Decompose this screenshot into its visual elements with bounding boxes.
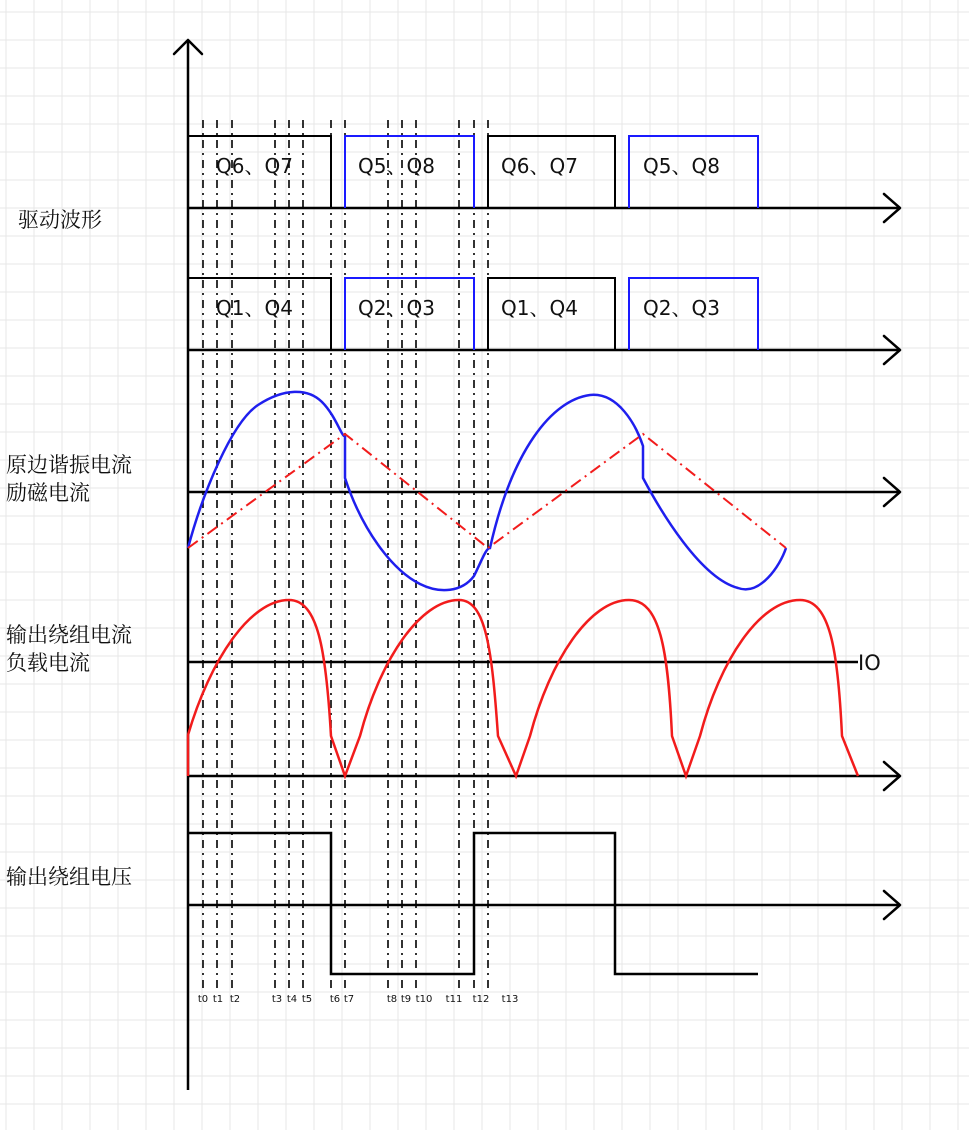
- tick-label-t2: t2: [229, 994, 241, 1005]
- tick-label-t3: t3: [271, 994, 283, 1005]
- tick-label-t5: t5: [301, 994, 313, 1005]
- current-axis: [188, 478, 900, 506]
- drive-top-axis: [188, 194, 900, 222]
- voltage-axis: [188, 891, 900, 919]
- output-winding-voltage: [188, 833, 758, 974]
- label-load-current: 负载电流: [6, 651, 90, 675]
- pulse-label-top-2: Q5、Q8: [358, 154, 435, 178]
- tick-label-t10: t10: [415, 994, 433, 1005]
- tick-label-t7: t7: [343, 994, 355, 1005]
- tick-label-t4: t4: [286, 994, 298, 1005]
- time-marker-lines: [203, 120, 488, 990]
- tick-label-t13: t13: [501, 994, 519, 1005]
- label-io: IO: [858, 651, 881, 675]
- tick-label-t0: t0: [197, 994, 209, 1005]
- label-drive-waveform: 驱动波形: [18, 208, 102, 232]
- label-winding-current: 输出绕组电流: [6, 623, 132, 647]
- pulse-label-top-1: Q6、Q7: [216, 154, 293, 178]
- time-marker-labels: [198, 994, 518, 1005]
- pulse-label-bottom-3: Q1、Q4: [501, 296, 578, 320]
- drive-bottom-axis: [188, 336, 900, 364]
- tick-label-t1: t1: [212, 994, 224, 1005]
- pulse-label-bottom-2: Q2、Q3: [358, 296, 435, 320]
- pulse-label-bottom-1: Q1、Q4: [216, 296, 293, 320]
- tick-label-t9: t9: [400, 994, 412, 1005]
- label-primary-current: 原边谐振电流: [6, 453, 132, 477]
- label-magnetizing-current: 励磁电流: [6, 481, 90, 505]
- winding-current-axis: [188, 762, 900, 790]
- pulse-label-top-3: Q6、Q7: [501, 154, 578, 178]
- label-winding-voltage: 输出绕组电压: [6, 865, 132, 889]
- pulse-label-top-4: Q5、Q8: [643, 154, 720, 178]
- tick-label-t6: t6: [329, 994, 341, 1005]
- pulse-label-bottom-4: Q2、Q3: [643, 296, 720, 320]
- tick-label-t8: t8: [386, 994, 398, 1005]
- tick-label-t11: t11: [445, 994, 463, 1005]
- tick-label-t12: t12: [472, 994, 490, 1005]
